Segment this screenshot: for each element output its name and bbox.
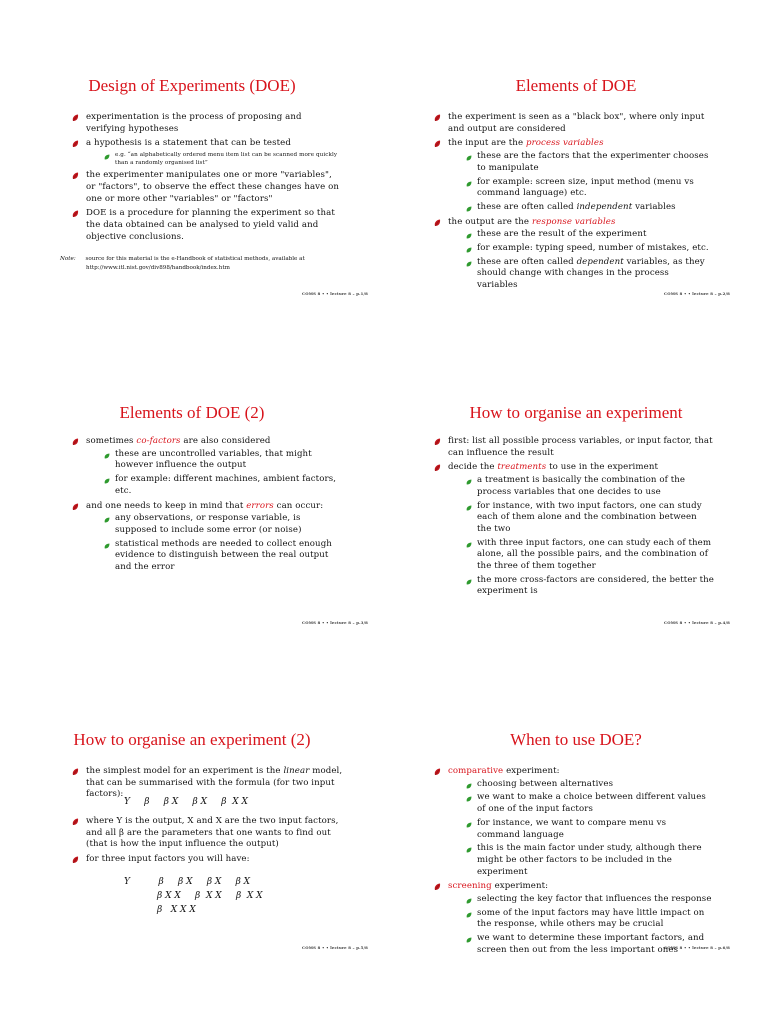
slide-footer: COMS 8 • • lecture 8 – p.2/8 [664,291,730,296]
red-bullet-icon [72,768,79,776]
green-bullet-icon [466,504,472,510]
sub-bullet-item: selecting the key factor that influences the response [464,894,712,906]
bullet-item: the output are the response variables these are the result of the experiment for example: typing speed, number of mistakes, etc. these are often called dependent variables, as they should change with changes in the process variables [432,217,712,292]
green-bullet-icon [466,260,472,266]
bullet-item: a hypothesis is a statement that can be tested e.g. “an alphabetically ordered menu item list can be scanned more quickly than a randomly organised list” [70,138,342,167]
slide-footer: COMS 8 • • lecture 8 – p.6/8 [664,945,730,950]
sub-bullet-item: any observations, or response variable, is supposed to include some error (or noise) [102,513,342,536]
slide-body [432,112,712,295]
green-bullet-icon [466,782,472,788]
sub-bullet-item: the more cross-factors are considered, the better the experiment is [464,575,714,598]
bullet-item: decide the treatments to use in the experiment a treatment is basically the combination of the process variables that one decides to use for instance, with two input factors, one can study each of them alone and the combination between the two with three input factors, one can study each of them alone, all the possible pairs, and the combination of the three of them together the more cross-factors are considered, the better the experiment is [432,462,714,598]
red-bullet-icon [72,210,79,218]
sub-bullet-item: for example: screen size, input method (menu vs command language) etc. [464,177,712,200]
bullet-item: the simplest model for an experiment is the linear model, that can be summarised with the formula (for two input factors): [70,766,346,801]
green-bullet-icon [104,154,110,160]
sub-bullet-item: a treatment is basically the combination of the process variables that one decides to use [464,475,714,498]
green-bullet-icon [466,578,472,584]
red-bullet-icon [434,883,441,891]
three-factor-formula-line1: Y β β X β X β X [124,877,251,887]
green-bullet-icon [104,516,110,522]
slide-body [432,436,714,601]
green-bullet-icon [466,911,472,917]
red-bullet-icon [72,114,79,122]
sub-bullet-item: e.g. “an alphabetically ordered menu item list can be scanned more quickly than a randomly organised list” [102,151,342,167]
red-bullet-icon [72,438,79,446]
slide-body [432,766,712,960]
green-bullet-icon [466,232,472,238]
green-bullet-icon [104,452,110,458]
sub-bullet-item: we want to make a choice between different values of one of the input factors [464,792,712,815]
green-bullet-icon [104,477,110,483]
bullet-item: comparative experiment: choosing between alternatives we want to make a choice between different values of one of the input factors for instance, we want to compare menu vs command language this is the main factor under study, although there might be other factors to be included in the experiment [432,766,712,878]
green-bullet-icon [466,846,472,852]
bullet-item: where Y is the output, X and X are the two input factors, and all β are the parameters that one wants to find out (that is how the input influence the output) [70,816,346,851]
red-bullet-icon [434,438,441,446]
sub-bullet-item: with three input factors, one can study each of them alone, all the possible pairs, and the combination of the three of them together [464,538,714,573]
red-bullet-icon [434,768,441,776]
red-bullet-icon [72,818,79,826]
sub-bullet-item: for instance, with two input factors, one can study each of them alone and the combination between the two [464,501,714,536]
bullet-item: first: list all possible process variables, or input factor, that can influence the result [432,436,714,459]
sub-bullet-item: we want to determine these important factors, and screen then out from the less important ones [464,933,712,956]
green-bullet-icon [466,205,472,211]
slide-6 [384,682,768,1023]
sub-bullet-item: for example: typing speed, number of mistakes, etc. [464,243,712,255]
green-bullet-icon [466,180,472,186]
slide-footer: COMS 8 • • lecture 8 – p.5/8 [302,945,368,950]
slide-title: Elements of DOE (2) [119,403,265,422]
slide-footer: COMS 8 • • lecture 8 – p.3/8 [302,620,368,625]
green-bullet-icon [104,542,110,548]
slide-footer: COMS 8 • • lecture 8 – p.4/8 [664,620,730,625]
red-bullet-icon [72,140,79,148]
bullet-item: experimentation is the process of proposing and verifying hypotheses [70,112,342,135]
red-bullet-icon [434,464,441,472]
three-factor-formula-line2: β X X β X X β X X [157,891,263,901]
slide-body [70,112,342,246]
bullet-item: screening experiment: selecting the key factor that influences the response some of the input factors may have little impact on the response, while others may be crucial we want to determine these important factors, and screen then out from the less important ones [432,881,712,956]
green-bullet-icon [466,154,472,160]
green-bullet-icon [466,246,472,252]
bullet-item: DOE is a procedure for planning the experiment so that the data obtained can be analysed to yield valid and objective conclusions. [70,208,342,243]
green-bullet-icon [466,541,472,547]
slide-title: Elements of DOE [515,76,637,95]
bullet-item: the experiment is seen as a "black box", where only input and output are considered [432,112,712,135]
green-bullet-icon [466,821,472,827]
three-factor-formula-line3: β X X X [157,905,196,915]
red-bullet-icon [434,140,441,148]
sub-bullet-item: choosing between alternatives [464,779,712,791]
green-bullet-icon [466,478,472,484]
slide-title: When to use DOE? [510,730,642,749]
green-bullet-icon [466,795,472,801]
bullet-item: sometimes co-factors are also considered these are uncontrolled variables, that might however influence the output for example: different machines, ambient factors, etc. [70,436,342,498]
sub-bullet-item: for example: different machines, ambient factors, etc. [102,474,342,497]
slide-1 [0,0,384,341]
red-bullet-icon [434,114,441,122]
sub-bullet-item: for instance, we want to compare menu vs command language [464,818,712,841]
slide-title: Design of Experiments (DOE) [88,76,296,95]
slide-body-2 [70,816,346,869]
bullet-item: the experimenter manipulates one or more "variables", or "factors", to observe the effect these changes have on one or more other "variables" or "factors" [70,170,342,205]
slide-3 [0,341,384,682]
slide-title: How to organise an experiment [469,403,683,422]
green-bullet-icon [466,897,472,903]
sub-bullet-item: statistical methods are needed to collect enough evidence to distinguish between the real output and the error [102,539,342,574]
slide-body [70,436,342,577]
sub-bullet-item: these are often called independent variables [464,202,712,214]
source-note: Note: source for this material is the e-Handbook of statistical methods, available at http://www.itl.nist.gov/div898/handbook/index.htm [60,256,305,271]
slide-5 [0,682,384,1023]
slide-title: How to organise an experiment (2) [73,730,311,749]
sub-bullet-item: some of the input factors may have little impact on the response, while others may be crucial [464,908,712,931]
source-link[interactable]: http://www.itl.nist.gov/div898/handbook/index.htm [86,265,230,271]
red-bullet-icon [72,856,79,864]
sub-bullet-item: these are the result of the experiment [464,229,712,241]
sub-bullet-item: these are the factors that the experimenter chooses to manipulate [464,151,712,174]
slide-footer: COMS 8 • • lecture 8 – p.1/8 [302,291,368,296]
sub-bullet-item: this is the main factor under study, although there might be other factors to be included in the experiment [464,843,712,878]
green-bullet-icon [466,936,472,942]
linear-model-formula: Y β β X β X β X X [124,797,248,807]
sub-bullet-item: these are often called dependent variables, as they should change with changes in the process variables [464,257,712,292]
slide-4 [384,341,768,682]
bullet-item: and one needs to keep in mind that errors can occur: any observations, or response variable, is supposed to include some error (or noise) statistical methods are needed to collect enough evidence to distinguish between the real output and the error [70,501,342,574]
red-bullet-icon [72,172,79,180]
red-bullet-icon [72,503,79,511]
red-bullet-icon [434,219,441,227]
bullet-item: for three input factors you will have: [70,854,346,866]
sub-bullet-item: these are uncontrolled variables, that might however influence the output [102,449,342,472]
slide-2 [384,0,768,341]
bullet-item: the input are the process variables these are the factors that the experimenter chooses to manipulate for example: screen size, input method (menu vs command language) etc. these are often called independent variables [432,138,712,213]
